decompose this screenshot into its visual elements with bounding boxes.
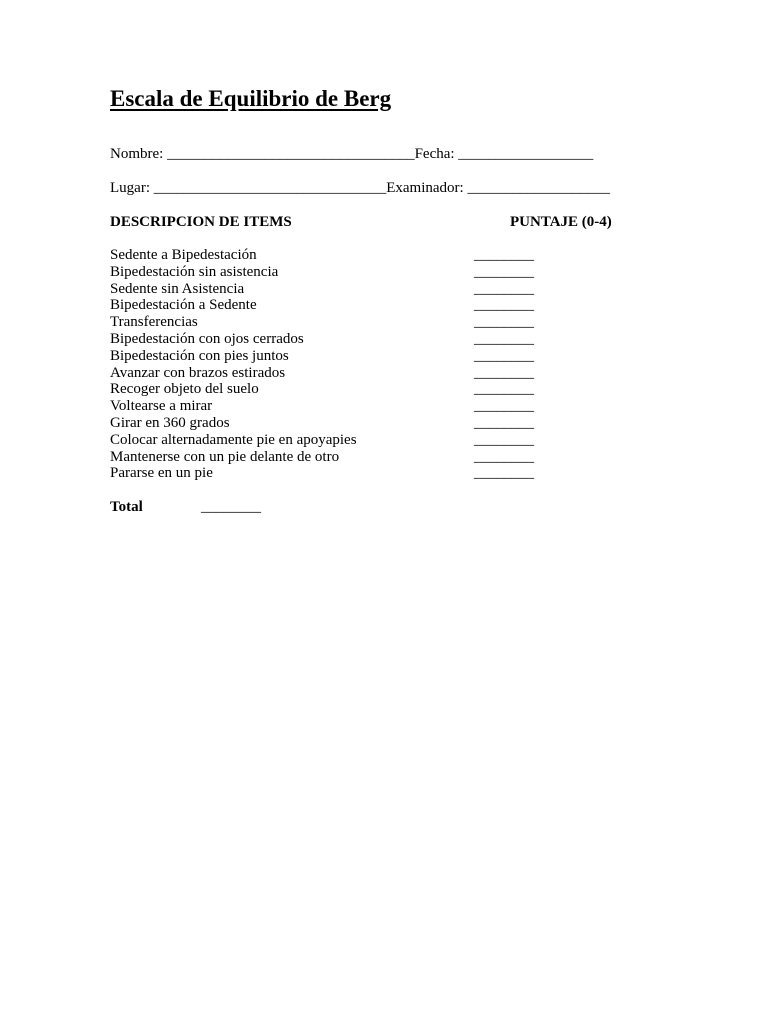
item-label: Recoger objeto del suelo: [110, 381, 259, 398]
list-item: [110, 398, 550, 415]
item-label: Bipedestación con pies juntos: [110, 347, 289, 364]
item-score-blank: ________: [474, 247, 534, 263]
item-score-blank: ________: [474, 314, 534, 331]
item-score-blank: ________: [474, 431, 534, 448]
item-score-blank: ________: [474, 398, 534, 415]
item-score-blank: ________: [474, 330, 534, 347]
items-header-row: [110, 214, 620, 234]
list-item: [110, 264, 550, 281]
total-score-blank: ________: [201, 499, 261, 515]
list-item: [110, 331, 550, 348]
item-score-blank: ________: [474, 263, 534, 280]
item-score-blank: ________: [474, 465, 534, 482]
list-item: [110, 449, 550, 466]
lugar-examinador-line: Lugar: _______________________________Examinador: ___________________: [110, 180, 610, 196]
list-item: [110, 415, 550, 432]
items-column-header: DESCRIPCION DE ITEMS: [110, 214, 292, 230]
item-label: Bipedestación con ojos cerrados: [110, 330, 304, 347]
score-column-header: PUNTAJE (0-4): [510, 214, 612, 230]
items-list: [110, 247, 550, 482]
item-score-blank: ________: [474, 414, 534, 431]
item-score-blank: ________: [474, 381, 534, 398]
list-item: [110, 247, 550, 264]
nombre-fecha-line: Nombre: _________________________________Fecha: __________________: [110, 146, 594, 162]
item-label: Colocar alternadamente pie en apoyapies: [110, 431, 357, 448]
list-item: [110, 432, 550, 449]
item-label: Sedente a Bipedestación: [110, 247, 257, 263]
list-item: [110, 365, 550, 382]
item-label: Avanzar con brazos estirados: [110, 364, 286, 381]
total-row: [110, 499, 410, 519]
item-label: Pararse en un pie: [110, 465, 213, 482]
item-label: Girar en 360 grados: [110, 414, 230, 431]
list-item: [110, 348, 550, 365]
total-label: Total: [110, 499, 143, 515]
item-score-blank: ________: [474, 364, 534, 381]
item-label: Sedente sin Asistencia: [110, 280, 245, 297]
list-item: [110, 314, 550, 331]
item-label: Bipedestación sin asistencia: [110, 263, 279, 280]
list-item: [110, 297, 550, 314]
list-item: [110, 465, 550, 482]
page-title: Escala de Equilibrio de Berg: [110, 86, 392, 111]
item-label: Bipedestación a Sedente: [110, 297, 257, 314]
list-item: [110, 381, 550, 398]
item-label: Mantenerse con un pie delante de otro: [110, 448, 340, 465]
item-label: Transferencias: [110, 314, 198, 331]
item-score-blank: ________: [474, 347, 534, 364]
item-score-blank: ________: [474, 448, 534, 465]
item-score-blank: ________: [474, 280, 534, 297]
item-score-blank: ________: [474, 297, 534, 314]
item-label: Voltearse a mirar: [110, 398, 213, 415]
list-item: [110, 281, 550, 298]
